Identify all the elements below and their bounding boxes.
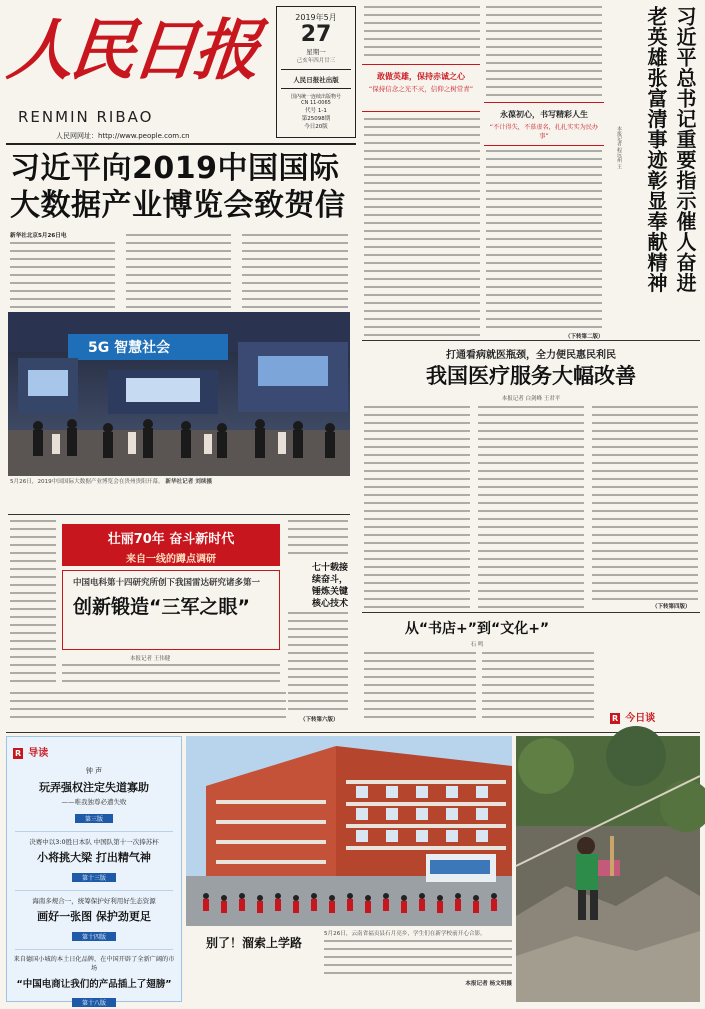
center-text-3	[486, 6, 602, 98]
school-photo-caption-box	[324, 930, 512, 1000]
guide-item-page: 第十三版	[72, 873, 116, 882]
right-lead-byline: 本报记者 程远州 王	[616, 126, 622, 170]
left-column-text	[10, 520, 56, 688]
center-sub-headline: 敢做英雄，保持赤诚之心	[377, 72, 465, 81]
guide-box	[6, 736, 182, 1007]
second-sub-headline: 永葆初心，书写精彩人生	[500, 110, 588, 119]
lead-dateline: 新华社北京5月26日电	[10, 233, 67, 239]
date-issue: 第25098期	[301, 116, 331, 122]
right-lead-col-1: 习近平总书记重要指示催人奋进	[673, 6, 697, 293]
side-story-headline: 七十载接续奋斗，锤炼关键核心技术	[312, 563, 349, 609]
side-story-text-top	[288, 520, 348, 556]
guide-item-kicker: 海南多规合一，统筹保护好利用好生态资源	[32, 897, 156, 905]
guide-item-headline: 玩弄强权注定失道寡助	[39, 781, 149, 794]
photo-credit: 新华社记者 刘续摄	[165, 479, 213, 485]
health-text-2	[478, 406, 584, 610]
zhuangli-banner	[62, 524, 280, 566]
photo-caption-text: 5月26日，2019中国国际大数据产业博览会在贵州贵阳开幕。	[10, 479, 164, 485]
svg-text:5G 智慧社会: 5G 智慧社会	[88, 340, 171, 356]
radar-text-1	[62, 664, 280, 686]
lead-photo	[8, 312, 350, 476]
date-day: 27	[300, 22, 332, 47]
radar-byline: 本报记者 王伟健	[130, 656, 171, 662]
commentary-text-1	[364, 652, 476, 724]
zipline-image	[516, 736, 700, 1002]
center-text-4	[486, 150, 602, 332]
center-divider	[362, 340, 700, 341]
lead-text-col-2	[126, 234, 231, 308]
health-divider	[362, 612, 700, 613]
commentary-headline: 从“书店+”到“文化+”	[404, 621, 550, 637]
center-sub-quote: “保持信念之光不灭，信仰之树常青”	[368, 85, 474, 93]
today-comment-label	[610, 706, 700, 722]
guide-item-kicker: 钟 声	[85, 767, 103, 775]
health-text-3	[592, 406, 698, 604]
guide-item-headline: “中国电商让我们的产品插上了翅膀”	[16, 979, 172, 990]
radar-continue: （下转第六版）	[300, 717, 339, 723]
masthead-title: 人民日报	[3, 11, 261, 89]
date-cn: CN 11-0065	[301, 100, 331, 106]
side-story-text	[288, 612, 348, 710]
guide-item[interactable]	[7, 955, 181, 1009]
lead-headline: 习近平向2019中国国际大数据产业博览会致贺信	[10, 151, 346, 223]
guide-item-sub: ——唯我独尊必遭失败	[61, 798, 127, 806]
today-comment-icon: R	[612, 714, 619, 723]
radar-headline: 创新锻造“三军之眼”	[73, 596, 250, 618]
lead-photo-caption	[10, 478, 350, 504]
masthead-website[interactable]: 人民网网址：http://www.people.com.cn	[56, 132, 190, 140]
guide-item-page: 第十八版	[72, 998, 116, 1007]
right-lead-col-2: 老英雄张富清事迹彰显奉献精神	[644, 6, 668, 293]
center-text-1	[364, 6, 480, 62]
school-building-image	[186, 736, 512, 926]
center-second-sub	[484, 102, 604, 146]
guide-item-kicker: 来自德国小城的本土日化品牌，在中国开辟了全新广阔的市场	[13, 956, 175, 972]
guide-label: 导读	[28, 748, 49, 759]
guide-item-page: 第十四版	[72, 932, 116, 941]
guide-item-headline: 小将挑大梁 打出精气神	[37, 851, 151, 864]
date-code: 代号 1-1	[305, 108, 327, 114]
center-sub-box	[362, 64, 480, 112]
school-photo-headline: 别了！溜索上学路	[206, 936, 303, 950]
radar-kicker: 中国电科第十四研究所创下我国雷达研究诸多第一	[73, 578, 261, 588]
today-comment-text: 今日谈	[625, 713, 656, 724]
guide-icon: R	[15, 749, 22, 758]
date-year-month: 2019年5月	[295, 13, 337, 22]
zipline-photo	[516, 736, 700, 1002]
school-photo-credit: 本报记者 杨文明摄	[465, 981, 512, 988]
expo-hall-image	[8, 312, 350, 476]
lead-text-col-3	[242, 234, 348, 308]
date-serial: 国内统一连续出版物号	[290, 94, 341, 100]
guide-item[interactable]	[7, 896, 181, 943]
commentary-text-2	[482, 652, 594, 724]
school-photo	[186, 736, 512, 926]
commentary-author: 石 鸣	[470, 642, 484, 648]
guide-item[interactable]	[7, 766, 181, 825]
masthead-pinyin: RENMIN RIBAO	[18, 108, 154, 126]
date-weekday: 星期一	[306, 48, 326, 56]
date-box	[276, 6, 356, 138]
lead-body	[10, 232, 350, 312]
health-kicker: 打通看病就医瓶颈，全力便民惠民利民	[446, 350, 616, 361]
health-byline: 本报记者 白剑峰 王君平	[501, 396, 561, 402]
lead-divider	[8, 514, 350, 515]
lead-text-col-1	[10, 242, 115, 308]
right-lead-block	[610, 6, 700, 340]
bottom-divider	[6, 732, 700, 733]
guide-item-kicker: 决赛中以3:0胜日本队 中国队第十一次捧苏杯	[29, 838, 159, 846]
guide-item-page: 第三版	[75, 814, 113, 823]
health-headline: 我国医疗服务大幅改善	[426, 363, 636, 388]
school-photo-caption: 5月26日，云南省福贡县石月亮乡，学生们在新学校前开心合影。	[324, 931, 486, 937]
date-publisher: 人民日报社出版	[293, 76, 339, 84]
banner-line-2: 来自一线的蹲点调研	[126, 554, 216, 565]
school-photo-caption-more	[324, 940, 512, 980]
second-sub-quote: “不计得失，不慕虚名，扎扎实实为民办事”	[489, 124, 599, 140]
masthead-logo	[3, 6, 270, 106]
health-continue: （下转第四版）	[652, 604, 691, 610]
date-pages: 今日20版	[304, 124, 328, 130]
health-text-1	[364, 406, 470, 610]
center-text-2	[364, 118, 480, 338]
banner-line-1: 壮丽70年 奋斗新时代	[107, 532, 235, 547]
date-lunar: 己亥年四月廿三	[296, 58, 336, 64]
guide-item[interactable]	[7, 837, 181, 884]
radar-text-2	[10, 692, 286, 724]
center-continue: （下转第二版）	[565, 334, 604, 340]
masthead-divider	[6, 143, 356, 145]
radar-box	[62, 570, 280, 650]
guide-item-headline: 画好一张图 保护劲更足	[37, 910, 151, 923]
